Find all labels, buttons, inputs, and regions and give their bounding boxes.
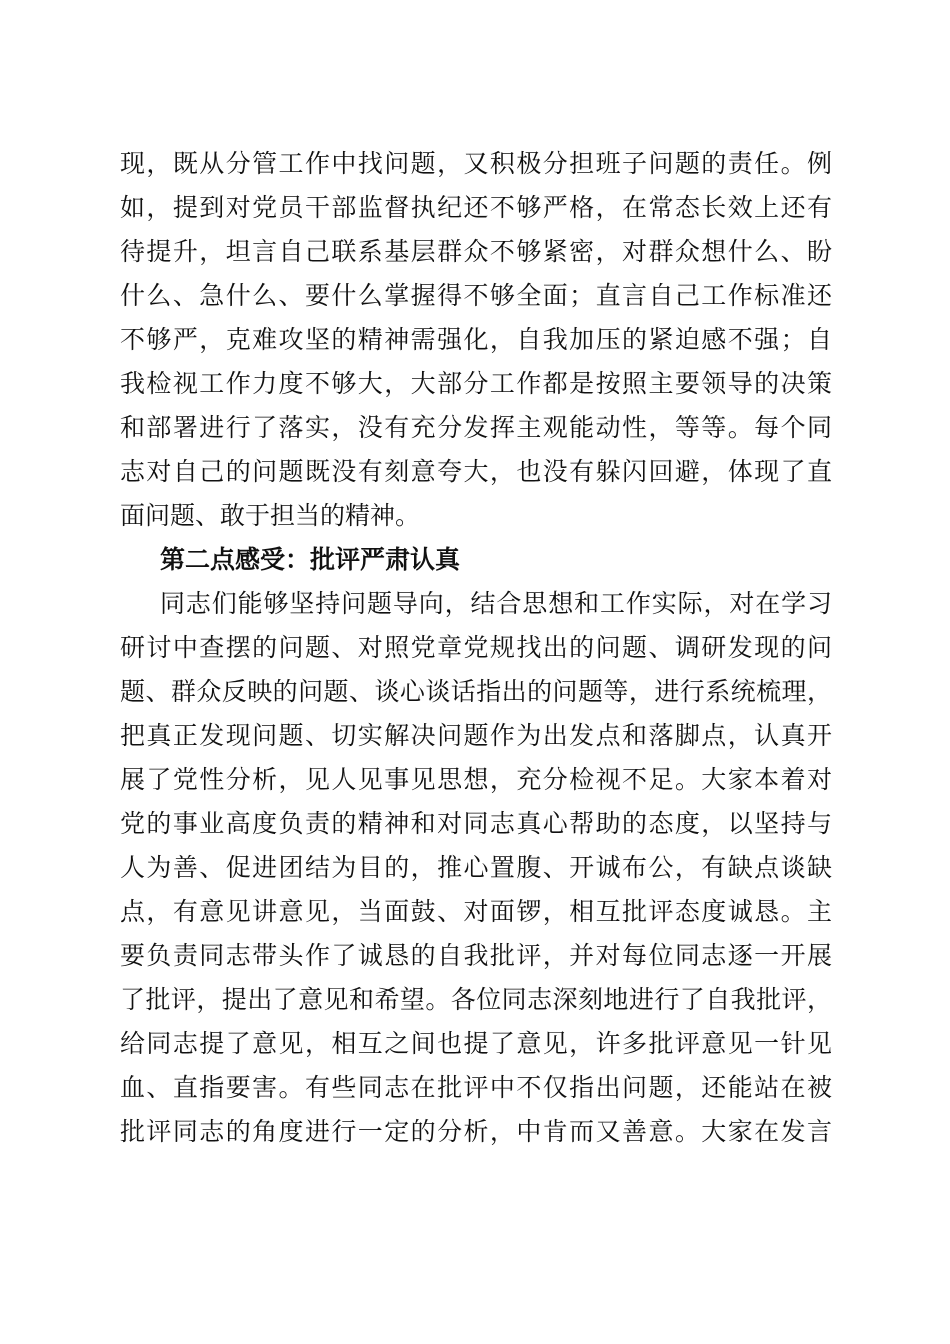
- paragraph-line: 如，提到对党员干部监督执纪还不够严格，在常态长效上还有: [120, 193, 832, 222]
- paragraph-line: 批评同志的角度进行一定的分析，中肯而又善意。大家在发言: [120, 1117, 832, 1146]
- paragraph-line: 什么、急什么、要什么掌握得不够全面；直言自己工作标准还: [120, 281, 832, 310]
- paragraph-line: 待提升，坦言自己联系基层群众不够紧密，对群众想什么、盼: [120, 237, 832, 266]
- paragraph-line: 血、直指要害。有些同志在批评中不仅指出问题，还能站在被: [120, 1073, 832, 1102]
- paragraph-line: 志对自己的问题既没有刻意夸大，也没有躲闪回避，体现了直: [120, 457, 832, 486]
- paragraph-line: 人为善、促进团结为目的，推心置腹、开诚布公，有缺点谈缺: [120, 853, 832, 882]
- paragraph-line: 要负责同志带头作了诚恳的自我批评，并对每位同志逐一开展: [120, 941, 832, 970]
- section-heading: 第二点感受：批评严肃认真: [160, 545, 461, 574]
- paragraph-line: 和部署进行了落实，没有充分发挥主观能动性，等等。每个同: [120, 413, 832, 442]
- paragraph-line: 点，有意见讲意见，当面鼓、对面锣，相互批评态度诚恳。主: [120, 897, 832, 926]
- paragraph-line: 现，既从分管工作中找问题，又积极分担班子问题的责任。例: [120, 149, 832, 178]
- paragraph-first-line: 同志们能够坚持问题导向，结合思想和工作实际，对在学习: [160, 589, 832, 618]
- paragraph-line: 不够严，克难攻坚的精神需强化，自我加压的紧迫感不强；自: [120, 325, 832, 354]
- paragraph-line: 我检视工作力度不够大，大部分工作都是按照主要领导的决策: [120, 369, 832, 398]
- paragraph-line: 了批评，提出了意见和希望。各位同志深刻地进行了自我批评，: [120, 985, 832, 1014]
- paragraph-line: 把真正发现问题、切实解决问题作为出发点和落脚点，认真开: [120, 721, 832, 750]
- paragraph-line: 给同志提了意见，相互之间也提了意见，许多批评意见一针见: [120, 1029, 832, 1058]
- paragraph-line: 党的事业高度负责的精神和对同志真心帮助的态度，以坚持与: [120, 809, 832, 838]
- paragraph-line: 题、群众反映的问题、谈心谈话指出的问题等，进行系统梳理，: [120, 677, 832, 706]
- paragraph-line: 研讨中查摆的问题、对照党章党规找出的问题、调研发现的问: [120, 633, 832, 662]
- paragraph-line: 展了党性分析，见人见事见思想，充分检视不足。大家本着对: [120, 765, 832, 794]
- paragraph-line-last: 面问题、敢于担当的精神。: [120, 501, 421, 530]
